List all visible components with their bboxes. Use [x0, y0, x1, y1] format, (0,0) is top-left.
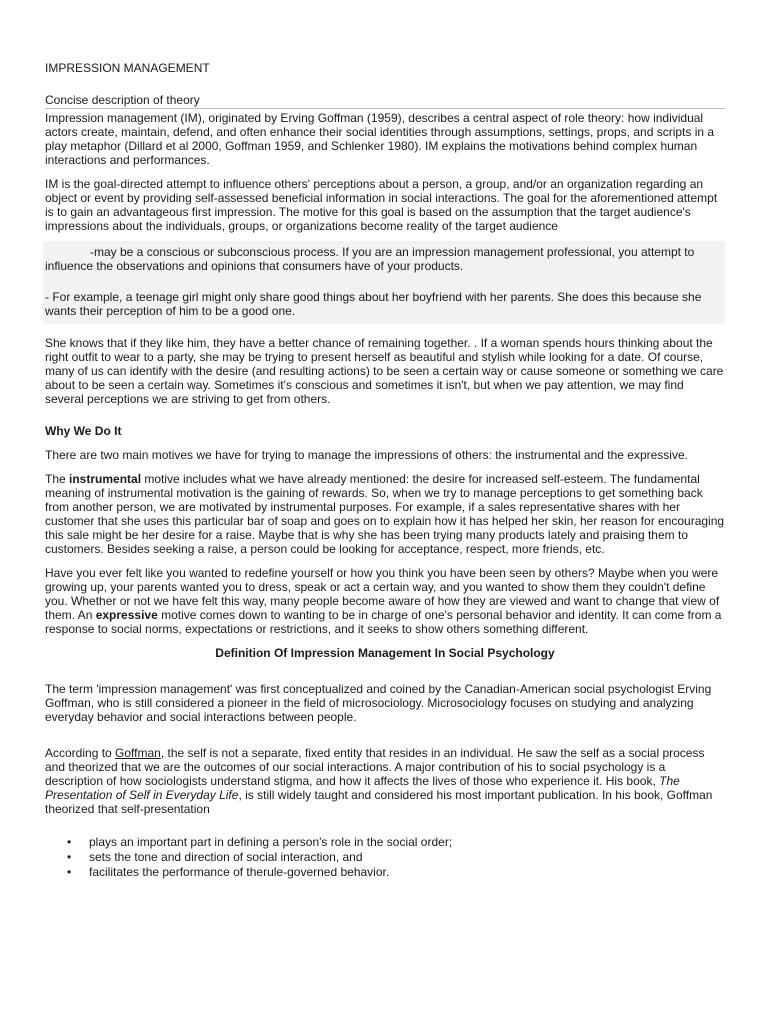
list-item-text: plays an important part in defining a person's role in the social order;	[89, 835, 453, 849]
list-item-text: facilitates the performance of therule-governed behavior.	[89, 865, 390, 879]
bold-expressive: expressive	[95, 608, 158, 622]
book-title: The Presentation of Self in Everyday Life	[45, 774, 680, 802]
text-span: , is still widely taught and considered his most important publication. In his book, Goffman theorized that self-presentation	[45, 788, 713, 816]
list-item-text: sets the tone and direction of social interaction, and	[89, 850, 363, 864]
document-title: IMPRESSION MANAGEMENT	[45, 61, 210, 75]
text-span: motive comes down to wanting to be in charge of one's personal behavior and identity. It can come from a response to social norms, expectations or restrictions, and it seeks to show others something different.	[45, 608, 722, 636]
highlighted-text-2: - For example, a teenage girl might only share good things about her boyfriend with her parents. She does this because she wants their perception of him to be a good one.	[45, 290, 702, 318]
paragraph-motives: There are two main motives we have for trying to manage the impressions of others: the instrumental and the expressive.	[45, 448, 688, 462]
paragraph-term: The term 'impression management' was first conceptualized and coined by the Canadian-American social psychologist Erving Goffman, who is still considered a pioneer in the field of microsociology. Microsociology focuses on studying and analyzing everyday behavior and social interactions between people.	[45, 682, 712, 724]
text-span: , the self is not a separate, fixed entity that resides in an individual. He saw the self as a social process and theorized that we are the outcomes of our social interactions. A major contribution of his to social psychology is a description of how sociologists understand stigma, and how it affects the lives of those who experience it. His book,	[45, 746, 705, 788]
list-item	[45, 850, 725, 864]
definition-heading: Definition Of Impression Management In Social Psychology	[215, 646, 555, 660]
paragraph-definition: IM is the goal-directed attempt to influence others' perceptions about a person, a group, and/or an organization regarding an object or event by providing self-assessed beneficial information in social interactions. The goal for the aforementioned attempt is to gain an advantageous first impression. The motive for this goal is based on the assumption that the target audience's impressions about the individuals, groups, or organizations become reality of the target audience	[45, 177, 718, 233]
why-heading: Why We Do It	[45, 424, 122, 438]
highlighted-block	[43, 241, 725, 324]
goffman-link[interactable]: Goffman	[115, 746, 161, 760]
bullet-icon: •	[67, 865, 72, 879]
bullet-list	[45, 835, 725, 879]
text-span: Have you ever felt like you wanted to redefine yourself or how you think you have been seen by others? Maybe when you were growing up, your parents wanted you to dress, speak or act a certain way, and you wanted to show them they couldn't define you. Whether or not we have felt this way, many people become aware of how they are viewed and want to change that view of them. An	[45, 566, 720, 622]
section-subheading: Concise description of theory	[45, 93, 725, 109]
text-span: The	[45, 472, 70, 486]
paragraph-expressive	[45, 566, 725, 636]
bold-instrumental: instrumental	[69, 472, 142, 486]
bullet-icon: •	[67, 835, 72, 849]
text-span: According to	[45, 746, 116, 760]
paragraph-instrumental	[45, 472, 725, 556]
paragraph-intro: Impression management (IM), originated by Erving Goffman (1959), describes a central aspect of role theory: how individual actors create, maintain, defend, and often enhance their social identities through assumptions, settings, props, and scripts in a play metaphor (Dillard et al 2000, Goffman 1959, and Schlenker 1980). IM explains the motivations behind complex human interactions and performances.	[45, 111, 715, 167]
document-body	[45, 61, 725, 880]
text-span: motive includes what we have already mentioned: the desire for increased self-esteem. The fundamental meaning of instrumental motivation is the gaining of rewards. So, when we try to manage perceptions to get something back from another person, we are motivated by instrumental purposes. For example, if a sales representative shares with her customer that she uses this particular bar of soap and goes on to explain how it has helped her skin, her reason for encouraging this sale might be her desire for a raise. Maybe that is why she has been trying many products lately and praising them to customers. Besides seeking a raise, a person could be looking for acceptance, respect, more friends, etc.	[45, 472, 725, 556]
paragraph-example: She knows that if they like him, they have a better chance of remaining together. . If a woman spends hours thinking about the right outfit to wear to a party, she may be trying to present herself as beautiful and stylish while looking for a date. Of course, many of us can identify with the desire (and resulting actions) to be seen a certain way or cause someone or something we care about to be seen a certain way. Sometimes it's conscious and sometimes it isn't, but when we pay attention, we may find several perceptions we are striving to get from others.	[45, 336, 724, 406]
bullet-icon: •	[67, 850, 72, 864]
list-item	[45, 835, 725, 849]
highlighted-text-1: -may be a conscious or subconscious process. If you are an impression management professional, you attempt to influence the observations and opinions that consumers have of your products.	[45, 245, 695, 273]
paragraph-goffman	[45, 746, 725, 816]
list-item	[45, 865, 725, 879]
